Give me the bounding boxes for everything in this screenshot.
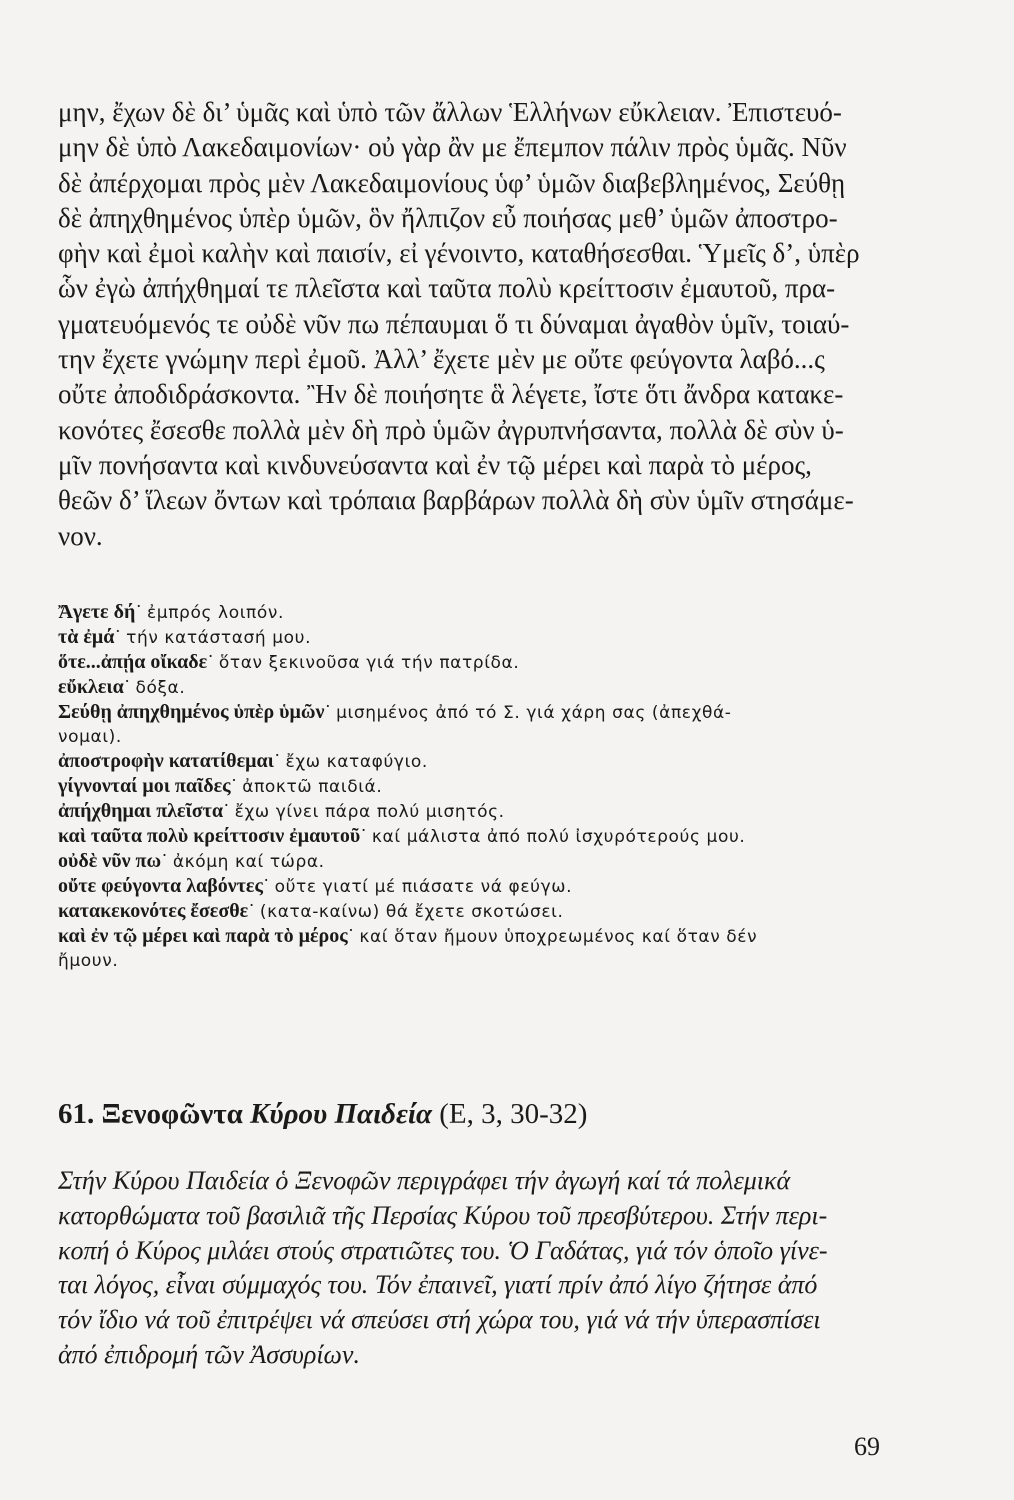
- note-item: ὅτε...ἀπῄα οἴκαδε˙ ὅταν ξεκινοῦσα γιά τήν πατρίδα.: [58, 651, 520, 673]
- passage-line: κονότες ἔσεσθε πολλὰ μὲν δὴ πρὸ ὑμῶν ἀγρυπνήσαντα, πολλὰ δὲ σὺν ὑ-: [58, 414, 844, 445]
- section-reference: (Ε, 3, 30-32): [439, 1098, 588, 1130]
- section-heading: [58, 1098, 587, 1131]
- passage-line: νον.: [58, 520, 103, 551]
- vocabulary-notes: [58, 600, 888, 973]
- note-item: οὔτε φεύγοντα λαβόντες˙ οὔτε γιατί μέ πιάσατε νά φεύγω.: [58, 875, 573, 897]
- note-item: γίγνονταί μοι παῖδες˙ ἀποκτῶ παιδιά.: [58, 775, 383, 797]
- note-item: οὐδὲ νῦν πω˙ ἀκόμη καί τώρα.: [58, 850, 325, 872]
- note-item: τὰ ἐμά˙ τήν κατάστασή μου.: [58, 626, 312, 648]
- passage-line: θεῶν δ’ ἵλεων ὄντων καὶ τρόπαια βαρβάρων πολλὰ δὴ σὺν ὑμῖν στησάμε-: [58, 485, 854, 516]
- note-term: Σεύθῃ ἀπηχθημένος ὑπὲρ ὑμῶν: [58, 701, 325, 723]
- note-gloss: οὔτε γιατί μέ πιάσατε νά φεύγω.: [274, 877, 573, 897]
- note-gloss: ἀκόμη καί τώρα.: [172, 852, 325, 872]
- note-gloss: ἔχω καταφύγιο.: [285, 752, 428, 772]
- section-work-title: Κύρου Παιδεία: [250, 1098, 432, 1130]
- note-term: ἀποστροφὴν κατατίθεμαι: [58, 750, 274, 772]
- passage-line: ὧν ἐγὼ ἀπήχθημαί τε πλεῖστα καὶ ταῦτα πολὺ κρείττοσιν ἐμαυτοῦ, πρα-: [58, 273, 836, 304]
- note-item: καὶ ταῦτα πολὺ κρείττοσιν ἐμαυτοῦ˙ καί μάλιστα ἀπό πολύ ἰσχυρότερούς μου.: [58, 825, 746, 847]
- note-gloss: καί ὅταν ἤμουν ὑποχρεωμένος καί ὅταν δέν: [359, 927, 758, 947]
- note-term: γίγνονταί μοι παῖδες: [58, 775, 231, 797]
- intro-line: τόν ἴδιο νά τοῦ ἐπιτρέψει νά σπεύσει στή χώρα του, γιά νά τήν ὑπερασπίσει: [58, 1305, 821, 1335]
- passage-line: οὔτε ἀποδιδράσκοντα. Ἢν δὲ ποιήσητε ἃ λέγετε, ἴστε ὅτι ἄνδρα κατακε-: [58, 379, 844, 410]
- intro-line: ται λόγος, εἶναι σύμμαχός του. Τόν ἐπαινεῖ, γιατί πρίν ἀπό λίγο ζήτησε ἀπό: [58, 1270, 818, 1300]
- passage-line: μην, ἔχων δὲ δι’ ὑμᾶς καὶ ὑπὸ τῶν ἄλλων Ἑλλήνων εὔκλειαν. Ἐπιστευό-: [58, 97, 842, 127]
- note-item: κατακεκονότες ἔσεσθε˙ (κατα-καίνω) θά ἔχετε σκοτώσει.: [58, 900, 564, 922]
- intro-line: ἀπό ἐπιδρομή τῶν Ἀσσυρίων.: [58, 1339, 360, 1369]
- note-term: ἀπήχθημαι πλεῖστα: [58, 800, 223, 822]
- note-term: Ἄγετε δή: [58, 601, 136, 623]
- passage-line: φὴν καὶ ἐμοὶ καλὴν καὶ παισίν, εἰ γένοιντο, καταθήσεσθαι. Ὑμεῖς δ’, ὑπὲρ: [58, 238, 860, 269]
- note-term: εὔκλεια: [58, 676, 124, 698]
- intro-line: Στήν Κύρου Παιδεία ὁ Ξενοφῶν περιγράφει τήν ἀγωγή καί τά πολεμικά: [58, 1166, 791, 1195]
- note-gloss: τήν κατάστασή μου.: [126, 628, 312, 648]
- note-item: ἀποστροφὴν κατατίθεμαι˙ ἔχω καταφύγιο.: [58, 750, 428, 772]
- note-item: εὔκλεια˙ δόξα.: [58, 676, 186, 698]
- section-number: 61.: [58, 1098, 95, 1130]
- intro-line: κατορθώματα τοῦ βασιλιᾶ τῆς Περσίας Κύρου τοῦ πρεσβύτερου. Στήν περι-: [58, 1200, 828, 1230]
- note-gloss-continued: ἤμουν.: [58, 951, 119, 971]
- note-gloss: ὅταν ξεκινοῦσα γιά τήν πατρίδα.: [218, 653, 520, 673]
- note-gloss: ἀποκτῶ παιδιά.: [242, 777, 383, 797]
- note-gloss-continued: νομαι).: [58, 727, 122, 747]
- note-gloss: (κατα-καίνω) θά ἔχετε σκοτώσει.: [259, 902, 564, 922]
- note-term: οὐδὲ νῦν πω: [58, 850, 162, 872]
- note-term: καὶ ταῦτα πολὺ κρείττοσιν ἐμαυτοῦ: [58, 825, 361, 847]
- passage-line: μῖν πονήσαντα καὶ κινδυνεύσαντα καὶ ἐν τῷ μέρει καὶ παρὰ τὸ μέρος,: [58, 449, 812, 480]
- passage-line: δὲ ἀπέρχομαι πρὸς μὲν Λακεδαιμονίους ὑφ’ ὑμῶν διαβεβλημένος, Σεύθῃ: [58, 167, 846, 198]
- note-term: οὔτε φεύγοντα λαβόντες: [58, 875, 263, 897]
- page-number: 69: [854, 1432, 880, 1461]
- note-gloss: καί μάλιστα ἀπό πολύ ἰσχυρότερούς μου.: [371, 827, 746, 847]
- note-gloss: ἐμπρός λοιπόν.: [147, 603, 284, 623]
- passage-line: την ἔχετε γνώμην περὶ ἐμοῦ. Ἀλλ’ ἔχετε μὲν με οὔτε φεύγοντα λαβό...ς: [58, 344, 825, 375]
- greek-passage: [58, 95, 888, 554]
- note-gloss: δόξα.: [135, 678, 186, 698]
- intro-line: κοπή ὁ Κύρος μιλάει στούς στρατιῶτες του. Ὁ Γαδάτας, γιά τόν ὁποῖο γίνε-: [58, 1235, 828, 1265]
- passage-line: μην δὲ ὑπὸ Λακεδαιμονίων· οὐ γὰρ ἂν με ἔπεμπον πάλιν πρὸς ὑμᾶς. Νῦν: [58, 132, 847, 163]
- note-term: καὶ ἐν τῷ μέρει καὶ παρὰ τὸ μέρος: [58, 925, 348, 947]
- note-term: κατακεκονότες ἔσεσθε: [58, 900, 249, 922]
- passage-line: δὲ ἀπηχθημένος ὑπὲρ ὑμῶν, ὃν ἤλπιζον εὖ ποιήσας μεθ’ ὑμῶν ἀποστρο-: [58, 202, 838, 233]
- note-item: ἀπήχθημαι πλεῖστα˙ ἔχω γίνει πάρα πολύ μισητός.: [58, 800, 505, 822]
- note-item: Σεύθῃ ἀπηχθημένος ὑπὲρ ὑμῶν˙ μισημένος ἀπό τό Σ. γιά χάρη σας (ἀπεχθά- νομαι).: [58, 700, 888, 749]
- note-term: τὰ ἐμά: [58, 626, 115, 648]
- section-introduction: [58, 1164, 888, 1373]
- section-author: Ξενοφῶντα: [101, 1098, 243, 1130]
- note-gloss: μισημένος ἀπό τό Σ. γιά χάρη σας (ἀπεχθά-: [336, 703, 732, 723]
- note-gloss: ἔχω γίνει πάρα πολύ μισητός.: [234, 802, 505, 822]
- note-item: καὶ ἐν τῷ μέρει καὶ παρὰ τὸ μέρος˙ καί ὅταν ἤμουν ὑποχρεωμένος καί ὅταν δέν ἤμουν.: [58, 924, 888, 973]
- note-item: Ἄγετε δή˙ ἐμπρός λοιπόν.: [58, 601, 284, 623]
- note-term: ὅτε...ἀπῄα οἴκαδε: [58, 651, 208, 673]
- passage-line: γματευόμενός τε οὐδὲ νῦν πω πέπαυμαι ὅ τι δύναμαι ἀγαθὸν ὑμῖν, τοιαύ-: [58, 308, 850, 339]
